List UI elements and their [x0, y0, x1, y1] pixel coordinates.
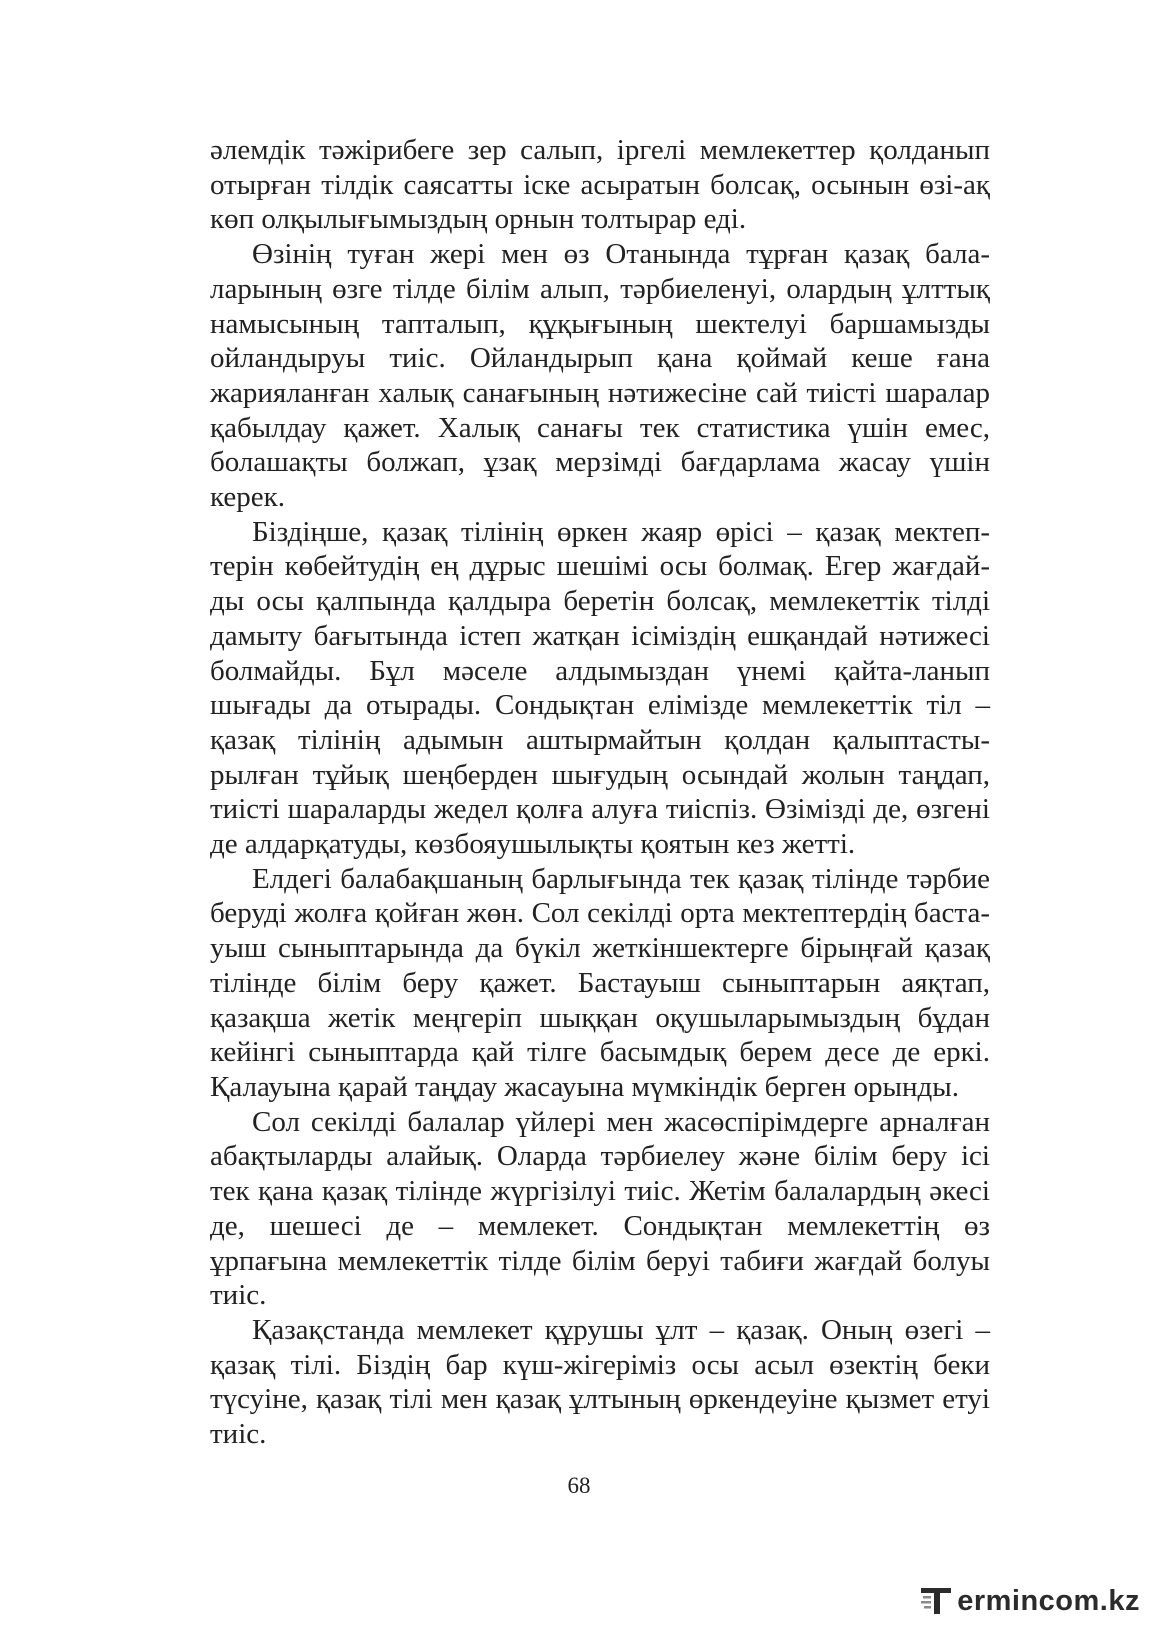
page-body — [210, 133, 990, 1452]
termincom-logo-icon — [919, 1582, 959, 1620]
paragraph: әлемдік тәжірибеге зер салып, іргелі мемлекеттер қолданып отырған тілдік саясатты іске асыратын болсақ, осынын өзі-ақ көп олқылығымыздың орнын толтырар еді. — [210, 134, 990, 236]
page-number: 68 — [567, 1473, 591, 1498]
paragraph: Өзінің туған жері мен өз Отанында тұрған қазақ бала-ларының өзге тілде білім алып, тәрбиеленуі, олардың ұлттық намысының тапталып, құқығының шектелуі баршамызды ойландыруы тиіс. Ойландырып қана қоймай кеше ғана жарияланған халық санағының нәтижесіне сай тиісті шаралар қабылдау қажет. Халық санағы тек статистика үшін емес, болашақты болжап, ұзақ мерзімді бағдарлама жасау үшін керек. — [210, 238, 990, 514]
watermark-text: ermincom.kz — [957, 1584, 1140, 1617]
paragraph: Қазақстанда мемлекет құрушы ұлт – қазақ. Оның өзегі – қазақ тілі. Біздің бар күш-жігеріміз осы асыл өзектің беки түсуіне, қазақ тілі мен қазақ ұлтының өркендеуіне қызмет етуі тиіс. — [210, 1313, 990, 1451]
site-watermark — [919, 1581, 1140, 1621]
paragraph: Елдегі балабақшаның барлығында тек қазақ тілінде тәрбие беруді жолға қойған жөн. Сол секілді орта мектептердің баста-уыш сыныптарында да бүкіл жеткіншектерге бірыңғай қазақ тілінде білім беру қажет. Бастауыш сыныптарын аяқтап, қазақша жетік меңгеріп шыққан оқушыларымыздың бұдан кейінгі сыныптарда қай тілге басымдық берем десе де еркі. Қалауына қарай таңдау жасауына мүмкіндік берген орынды. — [210, 862, 990, 1103]
paragraph: Сол секілді балалар үйлері мен жасөспірімдерге арналған абақтыларды алайық. Оларда тәрбиелеу және білім беру ісі тек қана қазақ тілінде жүргізілуі тиіс. Жетім балалардың әкесі де, шешесі де – мемлекет. Сондықтан мемлекеттің өз ұрпағына мемлекеттік тілде білім беруі табиғи жағдай болуы тиіс. — [210, 1105, 990, 1312]
paragraph: Біздіңше, қазақ тілінің өркен жаяр өрісі – қазақ мектеп-терін көбейтудің ең дұрыс шешімі осы болмақ. Егер жағдай-ды осы қалпында қалдыра беретін болсақ, мемлекеттік тілді дамыту бағытында істеп жатқан ісіміздің ешқандай нәтижесі болмайды. Бұл мәселе алдымыздан үнемі қайта-ланып шығады да отырады. Сондықтан елімізде мемлекеттік тіл – қазақ тілінің адымын аштырмайтын қолдан қалыптасты-рылған тұйық шеңберден шығудың осындай жолын таңдап, тиісті шараларды жедел қолға алуға тиіспіз. Өзімізді де, өзгені де алдарқатуды, көзбояушылықты қоятын кез жетті. — [210, 515, 990, 861]
